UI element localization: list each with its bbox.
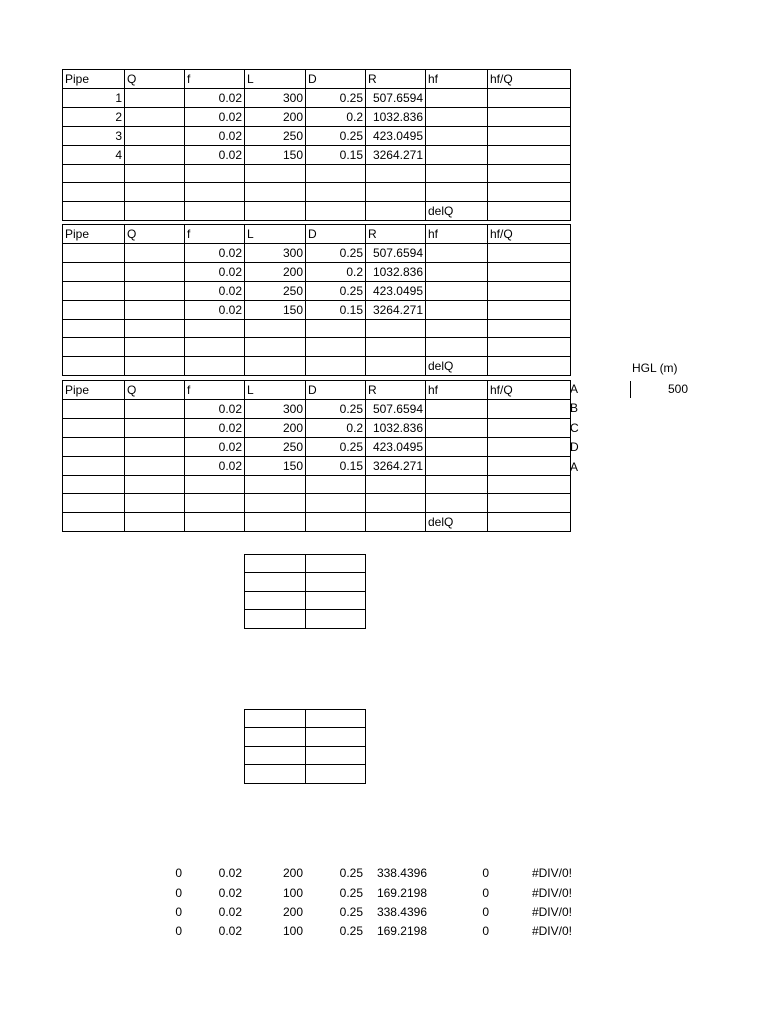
cell[interactable]: 200 <box>245 419 306 438</box>
cell[interactable] <box>366 165 426 183</box>
cell[interactable] <box>306 183 366 201</box>
cell[interactable] <box>488 457 571 476</box>
delq-label[interactable]: delQ <box>426 201 488 220</box>
cell[interactable]: 0.2 <box>306 419 366 438</box>
cell[interactable]: 150 <box>245 146 306 165</box>
cell[interactable]: 250 <box>245 438 306 457</box>
cell[interactable] <box>125 400 185 419</box>
empty-row <box>245 610 366 628</box>
cell[interactable]: 0 <box>482 866 489 881</box>
header-cell[interactable]: D <box>306 381 366 400</box>
cell[interactable] <box>488 165 571 183</box>
table-row <box>63 301 571 320</box>
cell[interactable]: 338.4396 <box>376 904 427 919</box>
cell[interactable]: 507.6594 <box>366 89 426 108</box>
header-cell[interactable]: hf <box>426 381 488 400</box>
cell[interactable] <box>63 494 125 512</box>
cell[interactable] <box>488 438 571 457</box>
cell[interactable] <box>63 320 125 338</box>
cell[interactable] <box>366 201 426 220</box>
cell[interactable] <box>125 419 185 438</box>
empty-row <box>63 165 571 183</box>
cell[interactable] <box>63 301 125 320</box>
cell[interactable] <box>306 512 366 531</box>
cell[interactable] <box>185 476 245 494</box>
calc-table <box>124 864 574 942</box>
empty-row <box>245 591 366 609</box>
cell[interactable] <box>366 356 426 375</box>
cell[interactable]: 3264.271 <box>366 146 426 165</box>
node-label[interactable]: A <box>570 382 579 396</box>
cell[interactable] <box>125 89 185 108</box>
cell[interactable]: 1 <box>63 89 125 108</box>
cell[interactable]: 0.25 <box>339 866 363 881</box>
cell[interactable]: 169.2198 <box>376 924 427 939</box>
header-cell[interactable]: hf/Q <box>488 70 571 89</box>
cell[interactable] <box>185 356 245 375</box>
cell[interactable]: 0.15 <box>306 301 366 320</box>
cell[interactable] <box>125 127 185 146</box>
table-row <box>63 400 571 419</box>
cell[interactable]: 0.25 <box>306 438 366 457</box>
cell[interactable]: 0.02 <box>185 419 245 438</box>
cell[interactable] <box>245 201 306 220</box>
cell[interactable] <box>63 512 125 531</box>
cell[interactable] <box>488 419 571 438</box>
cell[interactable] <box>63 165 125 183</box>
cell[interactable] <box>306 591 366 609</box>
cell[interactable] <box>125 476 185 494</box>
cell[interactable]: 1032.836 <box>366 108 426 127</box>
table-header-row <box>63 381 571 400</box>
empty-row <box>245 573 366 591</box>
cell[interactable]: 423.0495 <box>366 282 426 301</box>
cell[interactable] <box>488 338 571 356</box>
cell[interactable] <box>63 183 125 201</box>
cell[interactable] <box>366 476 426 494</box>
cell[interactable] <box>125 165 185 183</box>
header-cell[interactable]: f <box>185 381 245 400</box>
cell[interactable] <box>366 183 426 201</box>
cell[interactable]: 1032.836 <box>366 419 426 438</box>
cell[interactable] <box>125 146 185 165</box>
cell[interactable] <box>488 108 571 127</box>
cell[interactable] <box>63 282 125 301</box>
cell[interactable] <box>125 438 185 457</box>
table-row <box>124 903 574 922</box>
cell[interactable]: 0.15 <box>306 146 366 165</box>
cell[interactable]: #DIV/0! <box>531 904 572 919</box>
cell[interactable] <box>306 610 366 628</box>
empty-row <box>63 320 571 338</box>
pipe-table-2 <box>62 224 571 376</box>
cell[interactable] <box>366 512 426 531</box>
cell[interactable] <box>426 419 488 438</box>
header-cell[interactable]: Pipe <box>63 70 125 89</box>
cell[interactable] <box>125 201 185 220</box>
cell[interactable] <box>426 438 488 457</box>
cell[interactable]: 0 <box>175 924 182 939</box>
empty-grid-1 <box>244 554 366 629</box>
cell[interactable]: 0.02 <box>185 457 245 476</box>
cell[interactable] <box>366 338 426 356</box>
cell[interactable]: 4 <box>63 146 125 165</box>
cell[interactable]: 0.02 <box>185 108 245 127</box>
header-cell[interactable]: D <box>306 70 366 89</box>
cell[interactable]: 3264.271 <box>366 301 426 320</box>
cell[interactable] <box>426 400 488 419</box>
cell[interactable]: 3264.271 <box>366 457 426 476</box>
cell[interactable] <box>245 573 306 591</box>
cell[interactable] <box>63 476 125 494</box>
cell[interactable] <box>488 476 571 494</box>
cell[interactable] <box>63 201 125 220</box>
cell[interactable]: 1032.836 <box>366 263 426 282</box>
cell[interactable] <box>245 765 306 783</box>
delq-row <box>63 201 571 220</box>
cell[interactable]: 100 <box>282 924 303 939</box>
empty-grid-2 <box>244 709 366 784</box>
cell[interactable] <box>488 89 571 108</box>
cell[interactable]: 0 <box>175 904 182 919</box>
cell[interactable]: 423.0495 <box>366 127 426 146</box>
cell[interactable] <box>306 476 366 494</box>
cell[interactable] <box>125 356 185 375</box>
cell[interactable]: #DIV/0! <box>531 924 572 939</box>
cell[interactable] <box>125 457 185 476</box>
header-cell[interactable]: Q <box>125 225 185 244</box>
cell[interactable] <box>63 419 125 438</box>
cell[interactable] <box>125 108 185 127</box>
cell[interactable] <box>185 183 245 201</box>
cell[interactable]: 507.6594 <box>366 244 426 263</box>
cell[interactable] <box>306 338 366 356</box>
cell[interactable] <box>245 165 306 183</box>
cell[interactable] <box>63 263 125 282</box>
cell[interactable]: 0.25 <box>306 282 366 301</box>
cell[interactable]: 0.25 <box>339 924 363 939</box>
cell[interactable] <box>245 591 306 609</box>
cell[interactable] <box>63 338 125 356</box>
cell[interactable] <box>426 301 488 320</box>
cell[interactable]: 507.6594 <box>366 400 426 419</box>
cell[interactable]: 300 <box>245 400 306 419</box>
cell[interactable]: 0.25 <box>339 904 363 919</box>
header-cell[interactable]: R <box>366 381 426 400</box>
header-cell[interactable]: f <box>185 225 245 244</box>
table-row <box>63 438 571 457</box>
cell[interactable] <box>306 765 366 783</box>
cell[interactable]: 2 <box>63 108 125 127</box>
empty-row <box>245 746 366 764</box>
cell[interactable]: 0.2 <box>306 108 366 127</box>
delq-value[interactable] <box>488 356 571 375</box>
cell[interactable] <box>245 610 306 628</box>
node-label[interactable]: C <box>570 420 579 435</box>
cell[interactable]: 200 <box>282 904 303 919</box>
cell[interactable] <box>426 457 488 476</box>
cell[interactable] <box>488 244 571 263</box>
cell[interactable]: 150 <box>245 301 306 320</box>
delq-row <box>63 512 571 531</box>
empty-row <box>245 728 366 746</box>
delq-value[interactable] <box>488 201 571 220</box>
table-row <box>63 146 571 165</box>
cell[interactable] <box>245 320 306 338</box>
cell[interactable] <box>488 400 571 419</box>
empty-row <box>245 765 366 783</box>
cell[interactable]: 200 <box>245 263 306 282</box>
cell[interactable]: 0.02 <box>185 400 245 419</box>
cell[interactable] <box>125 263 185 282</box>
cell[interactable] <box>125 301 185 320</box>
table-header-row <box>63 225 571 244</box>
table-row <box>63 419 571 438</box>
cell[interactable] <box>125 320 185 338</box>
table-row <box>63 127 571 146</box>
cell[interactable]: 0 <box>175 866 182 881</box>
header-cell[interactable]: f <box>185 70 245 89</box>
cell[interactable]: 200 <box>245 108 306 127</box>
header-cell[interactable]: hf/Q <box>488 225 571 244</box>
cell[interactable]: 0.02 <box>185 146 245 165</box>
cell[interactable]: 0.02 <box>185 263 245 282</box>
cell-cursor <box>630 381 631 398</box>
cell[interactable]: 0.02 <box>185 89 245 108</box>
table-row <box>63 282 571 301</box>
cell[interactable] <box>245 338 306 356</box>
table-row <box>124 864 574 883</box>
delq-value[interactable] <box>488 512 571 531</box>
cell[interactable] <box>63 244 125 263</box>
cell[interactable] <box>125 512 185 531</box>
cell[interactable] <box>306 320 366 338</box>
cell[interactable] <box>426 89 488 108</box>
cell[interactable]: 0.02 <box>185 244 245 263</box>
cell[interactable] <box>306 356 366 375</box>
header-cell[interactable]: hf <box>426 225 488 244</box>
cell[interactable]: 0.02 <box>218 885 242 900</box>
table-row <box>63 108 571 127</box>
cell[interactable]: 0.25 <box>306 89 366 108</box>
cell[interactable] <box>306 573 366 591</box>
cell[interactable]: 0.25 <box>306 127 366 146</box>
cell[interactable]: 250 <box>245 127 306 146</box>
cell[interactable] <box>426 338 488 356</box>
cell[interactable] <box>426 127 488 146</box>
cell[interactable] <box>245 356 306 375</box>
cell[interactable] <box>125 338 185 356</box>
header-cell[interactable]: L <box>245 70 306 89</box>
empty-row <box>245 555 366 573</box>
cell[interactable] <box>488 183 571 201</box>
cell[interactable] <box>366 494 426 512</box>
cell[interactable] <box>488 146 571 165</box>
cell[interactable] <box>306 165 366 183</box>
empty-row <box>63 476 571 494</box>
header-cell[interactable]: Q <box>125 70 185 89</box>
cell[interactable] <box>306 555 366 573</box>
cell[interactable]: 300 <box>245 244 306 263</box>
empty-row <box>63 494 571 512</box>
cell[interactable] <box>245 746 306 764</box>
cell[interactable] <box>185 320 245 338</box>
cell[interactable] <box>366 320 426 338</box>
cell[interactable] <box>185 201 245 220</box>
cell[interactable] <box>306 746 366 764</box>
delq-label[interactable]: delQ <box>426 356 488 375</box>
cell[interactable]: 0 <box>175 885 182 900</box>
cell[interactable]: 150 <box>245 457 306 476</box>
cell[interactable]: 0.25 <box>306 244 366 263</box>
node-label[interactable]: A <box>570 459 579 474</box>
pipe-table-1 <box>62 69 571 221</box>
header-cell[interactable]: R <box>366 225 426 244</box>
cell[interactable] <box>488 320 571 338</box>
cell[interactable] <box>245 555 306 573</box>
cell[interactable] <box>426 108 488 127</box>
cell[interactable] <box>306 201 366 220</box>
cell[interactable] <box>426 183 488 201</box>
cell[interactable]: 0.02 <box>218 904 242 919</box>
delq-label[interactable]: delQ <box>426 512 488 531</box>
table-row <box>124 883 574 902</box>
cell[interactable]: 250 <box>245 282 306 301</box>
cell[interactable]: 0.02 <box>218 924 242 939</box>
node-label[interactable]: B <box>570 401 579 416</box>
table-row <box>63 244 571 263</box>
cell[interactable]: 300 <box>245 89 306 108</box>
cell[interactable] <box>63 438 125 457</box>
header-cell[interactable]: L <box>245 381 306 400</box>
cell[interactable] <box>306 710 366 728</box>
cell[interactable] <box>125 183 185 201</box>
cell[interactable]: 0.02 <box>185 438 245 457</box>
header-cell[interactable]: hf/Q <box>488 381 571 400</box>
cell[interactable] <box>488 263 571 282</box>
cell[interactable]: 0.02 <box>185 282 245 301</box>
cell[interactable]: 0 <box>482 904 489 919</box>
hgl-label[interactable]: HGL (m) <box>632 361 678 375</box>
cell[interactable] <box>426 476 488 494</box>
cell[interactable]: #DIV/0! <box>531 866 572 881</box>
cell[interactable] <box>488 301 571 320</box>
header-cell[interactable]: Pipe <box>63 225 125 244</box>
cell[interactable] <box>426 494 488 512</box>
cell[interactable] <box>185 494 245 512</box>
cell[interactable] <box>245 183 306 201</box>
cell[interactable] <box>185 512 245 531</box>
node-label[interactable]: D <box>570 440 579 455</box>
header-cell[interactable]: hf <box>426 70 488 89</box>
node-labels <box>570 380 579 477</box>
cell[interactable] <box>306 494 366 512</box>
cell[interactable] <box>245 494 306 512</box>
cell[interactable] <box>426 282 488 301</box>
hgl-value[interactable]: 500 <box>668 382 689 396</box>
cell[interactable] <box>488 282 571 301</box>
cell[interactable] <box>245 728 306 746</box>
cell[interactable]: 0.2 <box>306 263 366 282</box>
cell[interactable] <box>426 244 488 263</box>
header-cell[interactable]: L <box>245 225 306 244</box>
cell[interactable]: 0.02 <box>185 127 245 146</box>
cell[interactable]: 169.2198 <box>376 885 427 900</box>
header-cell[interactable]: Q <box>125 381 185 400</box>
table-row <box>63 89 571 108</box>
cell[interactable] <box>245 476 306 494</box>
cell[interactable] <box>245 512 306 531</box>
header-cell[interactable]: Pipe <box>63 381 125 400</box>
table-header-row <box>63 70 571 89</box>
empty-row <box>245 710 366 728</box>
header-cell[interactable]: R <box>366 70 426 89</box>
empty-row <box>63 338 571 356</box>
cell[interactable] <box>426 320 488 338</box>
cell[interactable] <box>488 127 571 146</box>
cell[interactable]: 3 <box>63 127 125 146</box>
cell[interactable]: 0.25 <box>339 885 363 900</box>
empty-row <box>63 183 571 201</box>
cell[interactable] <box>63 356 125 375</box>
cell[interactable] <box>245 710 306 728</box>
cell[interactable] <box>125 244 185 263</box>
header-cell[interactable]: D <box>306 225 366 244</box>
cell[interactable]: 423.0495 <box>366 438 426 457</box>
cell[interactable] <box>63 400 125 419</box>
cell[interactable] <box>63 457 125 476</box>
cell[interactable]: 0.02 <box>185 301 245 320</box>
cell[interactable]: 338.4396 <box>376 866 427 881</box>
cell[interactable]: 0.25 <box>306 400 366 419</box>
cell[interactable] <box>426 165 488 183</box>
cell[interactable]: 0.15 <box>306 457 366 476</box>
cell[interactable] <box>306 728 366 746</box>
cell[interactable] <box>426 146 488 165</box>
cell[interactable] <box>488 494 571 512</box>
pipe-table-3 <box>62 380 571 532</box>
cell[interactable]: 0 <box>482 885 489 900</box>
delq-row <box>63 356 571 375</box>
cell[interactable]: 100 <box>282 885 303 900</box>
cell[interactable] <box>426 263 488 282</box>
table-row <box>124 922 574 941</box>
cell[interactable] <box>125 494 185 512</box>
cell[interactable] <box>185 165 245 183</box>
cell[interactable]: 0.02 <box>218 866 242 881</box>
table-row <box>63 263 571 282</box>
cell[interactable] <box>125 282 185 301</box>
cell[interactable]: 200 <box>282 866 303 881</box>
cell[interactable] <box>185 338 245 356</box>
cell[interactable]: #DIV/0! <box>531 885 572 900</box>
cell[interactable]: 0 <box>482 924 489 939</box>
table-row <box>63 457 571 476</box>
